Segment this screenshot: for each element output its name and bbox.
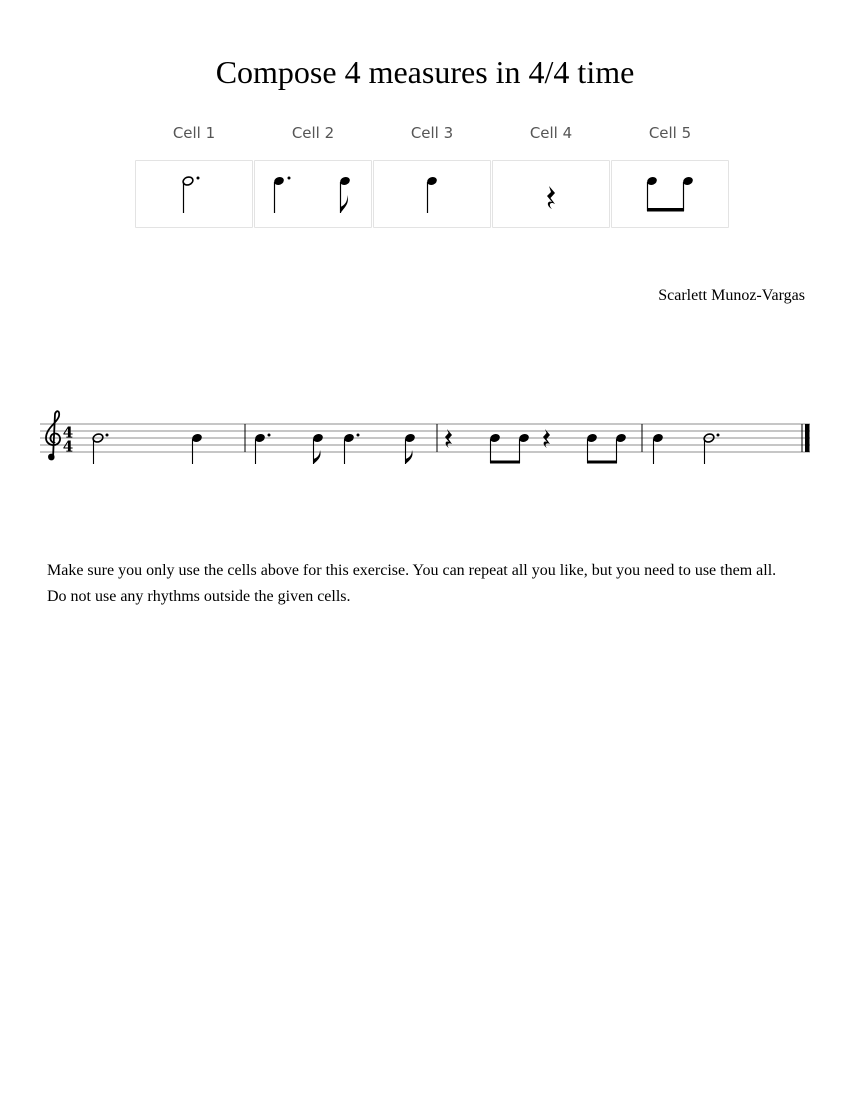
treble-clef-icon — [46, 411, 60, 460]
cell-2-label: Cell 2 — [291, 124, 335, 142]
eighth-note — [312, 433, 324, 464]
time-signature-bottom: 4 — [62, 437, 74, 456]
dotted-half-note-icon — [136, 161, 252, 227]
measure-2 — [254, 433, 416, 464]
instruction-line-1: Make sure you only use the cells above for this exercise. You can repeat all you like, but you need to use them all. — [47, 562, 777, 579]
music-staff — [0, 400, 850, 470]
dotted-quarter-note — [254, 433, 270, 464]
page-title: Compose 4 measures in 4/4 time — [215, 54, 635, 90]
quarter-note-icon — [374, 161, 490, 227]
rhythm-cells — [135, 122, 730, 230]
cell-4-label: Cell 4 — [529, 124, 573, 142]
cell-5-box — [611, 160, 729, 228]
cell-3-label: Cell 3 — [410, 124, 454, 142]
cell-3 — [373, 122, 491, 230]
measure-1 — [92, 433, 203, 464]
cell-4-box — [492, 160, 610, 228]
dotted-quarter-eighth-icon — [255, 161, 371, 227]
beamed-eighth-notes — [489, 433, 530, 464]
quarter-rest-icon — [493, 161, 609, 227]
cell-1 — [135, 122, 253, 230]
cell-5-label: Cell 5 — [648, 124, 692, 142]
time-signature-top: 4 — [62, 423, 74, 442]
instructions — [47, 558, 817, 610]
cell-3-box — [373, 160, 491, 228]
cell-1-box — [135, 160, 253, 228]
cell-2 — [254, 122, 372, 230]
cell-4 — [492, 122, 610, 230]
cell-5 — [611, 122, 729, 230]
dotted-quarter-note — [343, 433, 359, 464]
dotted-half-note — [703, 433, 719, 464]
quarter-note — [191, 433, 203, 464]
beamed-eighth-notes-icon — [612, 161, 728, 227]
cell-2-box — [254, 160, 372, 228]
dotted-half-note — [92, 433, 108, 464]
measure-3 — [445, 429, 627, 464]
quarter-note — [652, 433, 664, 464]
cell-1-label: Cell 1 — [172, 124, 216, 142]
staff-lines — [40, 424, 810, 452]
instruction-line-2: Do not use any rhythms outside the given cells. — [47, 588, 351, 605]
beamed-eighth-notes — [586, 433, 627, 464]
composer-name: Scarlett Munoz-Vargas — [658, 287, 805, 304]
measure-4 — [652, 433, 719, 464]
eighth-note — [404, 433, 416, 464]
